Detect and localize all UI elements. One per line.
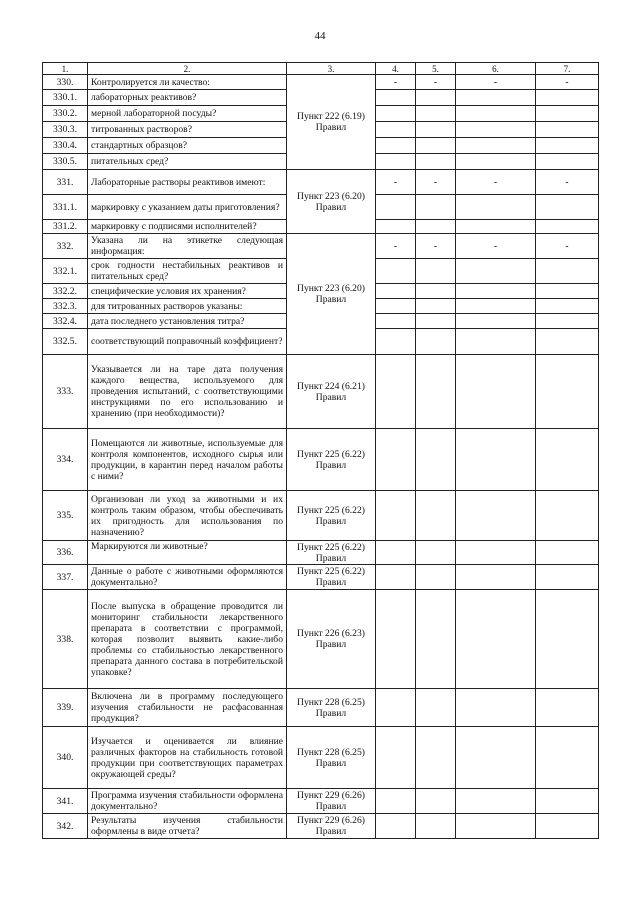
answer-cell[interactable] — [456, 727, 536, 789]
header-cell-3: 3. — [287, 63, 376, 75]
answer-cell[interactable] — [456, 689, 536, 727]
table-row — [43, 429, 599, 491]
answer-cell[interactable] — [536, 299, 599, 314]
table-row — [43, 814, 599, 839]
question-text: Программа изучения стабильности оформлена документально? — [88, 789, 287, 814]
answer-cell[interactable] — [456, 329, 536, 355]
question-text: Организован ли уход за животными и их контроль таким образом, чтобы обеспечивать их пригодность для использования по назначению? — [88, 491, 287, 541]
header-cell-6: 6. — [456, 63, 536, 75]
answer-cell[interactable] — [536, 90, 599, 106]
row-number: 330.4. — [43, 138, 88, 154]
answer-cell[interactable] — [416, 284, 456, 299]
answer-cell[interactable] — [376, 195, 416, 220]
answer-cell[interactable] — [456, 355, 536, 429]
question-text: стандартных образцов? — [88, 138, 287, 154]
question-text: Помещаются ли животные, используемые для контроля компонентов, исходного сырья или продукции, в карантин перед началом работы с ними? — [88, 429, 287, 491]
dash-mark: - — [456, 234, 536, 259]
answer-cell[interactable] — [416, 154, 456, 170]
row-number: 337. — [43, 565, 88, 590]
answer-cell[interactable] — [456, 138, 536, 154]
table-row — [43, 541, 599, 565]
answer-cell[interactable] — [376, 259, 416, 284]
table-row — [43, 565, 599, 590]
answer-cell[interactable] — [416, 138, 456, 154]
header-row — [43, 63, 599, 75]
question-text: Изучается и оценивается ли влияние различных факторов на стабильность готовой продукции при соответствующих параметрах окружающей среды? — [88, 727, 287, 789]
answer-cell[interactable] — [536, 106, 599, 122]
answer-cell[interactable] — [456, 590, 536, 689]
answer-cell[interactable] — [416, 90, 456, 106]
header-cell-4: 4. — [376, 63, 416, 75]
table-row — [43, 75, 599, 90]
answer-cell[interactable] — [376, 355, 416, 429]
question-text: маркировку с подписями исполнителей? — [88, 220, 287, 234]
rule-reference: Пункт 229 (6.26) Правил — [287, 789, 376, 814]
rule-reference: Пункт 226 (6.23) Правил — [287, 590, 376, 689]
row-number: 335. — [43, 491, 88, 541]
question-text: Результаты изучения стабильности оформлены в виде отчета? — [88, 814, 287, 839]
answer-cell[interactable] — [536, 138, 599, 154]
header-cell-1: 1. — [43, 63, 88, 75]
answer-cell[interactable] — [416, 299, 456, 314]
answer-cell[interactable] — [416, 590, 456, 689]
answer-cell[interactable] — [536, 814, 599, 839]
answer-cell[interactable] — [456, 541, 536, 565]
answer-cell[interactable] — [416, 122, 456, 138]
question-text: для титрованных растворов указаны: — [88, 299, 287, 314]
question-text: мерной лабораторной посуды? — [88, 106, 287, 122]
answer-cell[interactable] — [416, 195, 456, 220]
answer-cell[interactable] — [376, 541, 416, 565]
row-number: 338. — [43, 590, 88, 689]
page-number: 44 — [314, 30, 326, 42]
question-text: Данные о работе с животными оформляются документально? — [88, 565, 287, 590]
answer-cell[interactable] — [456, 220, 536, 234]
row-number: 330.2. — [43, 106, 88, 122]
answer-cell[interactable] — [376, 727, 416, 789]
answer-cell[interactable] — [456, 90, 536, 106]
answer-cell[interactable] — [416, 329, 456, 355]
table-row — [43, 590, 599, 689]
row-number: 330.5. — [43, 154, 88, 170]
answer-cell[interactable] — [536, 154, 599, 170]
answer-cell[interactable] — [416, 814, 456, 839]
answer-cell[interactable] — [376, 220, 416, 234]
answer-cell[interactable] — [416, 491, 456, 541]
answer-cell[interactable] — [536, 789, 599, 814]
answer-cell[interactable] — [416, 314, 456, 329]
dash-mark: - — [416, 75, 456, 90]
row-number: 332.4. — [43, 314, 88, 329]
rule-reference: Пункт 222 (6.19) Правил — [287, 75, 376, 170]
checklist-table — [42, 62, 599, 839]
dash-mark: - — [376, 234, 416, 259]
rule-reference: Пункт 225 (6.22) Правил — [287, 565, 376, 590]
answer-cell[interactable] — [536, 314, 599, 329]
question-text: титрованных растворов? — [88, 122, 287, 138]
answer-cell[interactable] — [456, 106, 536, 122]
answer-cell[interactable] — [456, 299, 536, 314]
answer-cell[interactable] — [376, 154, 416, 170]
answer-cell[interactable] — [536, 565, 599, 590]
answer-cell[interactable] — [536, 329, 599, 355]
answer-cell[interactable] — [416, 106, 456, 122]
answer-cell[interactable] — [376, 491, 416, 541]
question-text: После выпуска в обращение проводится ли мониторинг стабильности лекарственного препарата в соответствии с программой, которая позволит выявить какие-либо проблемы со стабильностью лекарственного препарата данного состава в потребительской упаковке? — [88, 590, 287, 689]
row-number: 332.1. — [43, 259, 88, 284]
question-text: Указана ли на этикетке следующая информация: — [88, 234, 287, 259]
row-number: 334. — [43, 429, 88, 491]
rule-reference: Пункт 223 (6.20) Правил — [287, 170, 376, 234]
answer-cell[interactable] — [416, 565, 456, 590]
answer-cell[interactable] — [416, 689, 456, 727]
question-text: дата последнего установления титра? — [88, 314, 287, 329]
answer-cell[interactable] — [536, 220, 599, 234]
row-number: 330. — [43, 75, 88, 90]
question-text: питательных сред? — [88, 154, 287, 170]
answer-cell[interactable] — [456, 259, 536, 284]
answer-cell[interactable] — [416, 541, 456, 565]
answer-cell[interactable] — [536, 541, 599, 565]
answer-cell[interactable] — [536, 195, 599, 220]
row-number: 339. — [43, 689, 88, 727]
table-row — [43, 491, 599, 541]
row-number: 332.3. — [43, 299, 88, 314]
answer-cell[interactable] — [456, 122, 536, 138]
answer-cell[interactable] — [376, 429, 416, 491]
question-text: Контролируется ли качество: — [88, 75, 287, 90]
header-cell-2: 2. — [88, 63, 287, 75]
answer-cell[interactable] — [376, 565, 416, 590]
row-number: 336. — [43, 541, 88, 565]
answer-cell[interactable] — [376, 314, 416, 329]
answer-cell[interactable] — [416, 429, 456, 491]
answer-cell[interactable] — [456, 154, 536, 170]
answer-cell[interactable] — [536, 259, 599, 284]
table-row — [43, 355, 599, 429]
question-text: срок годности нестабильных реактивов и питательных сред? — [88, 259, 287, 284]
answer-cell[interactable] — [376, 789, 416, 814]
rule-reference: Пункт 225 (6.22) Правил — [287, 491, 376, 541]
rule-reference: Пункт 223 (6.20) Правил — [287, 234, 376, 355]
dash-mark: - — [536, 75, 599, 90]
answer-cell[interactable] — [376, 138, 416, 154]
answer-cell[interactable] — [456, 491, 536, 541]
dash-mark: - — [456, 170, 536, 195]
question-text: Указывается ли на таре дата получения каждого вещества, используемого для проведения испытаний, с соответствующими инструкциями по его использованию и хранению (при необходимости)? — [88, 355, 287, 429]
answer-cell[interactable] — [536, 355, 599, 429]
rule-reference: Пункт 228 (6.25) Правил — [287, 727, 376, 789]
dash-mark: - — [536, 234, 599, 259]
header-cell-5: 5. — [416, 63, 456, 75]
row-number: 332. — [43, 234, 88, 259]
answer-cell[interactable] — [376, 90, 416, 106]
table-row — [43, 789, 599, 814]
answer-cell[interactable] — [376, 329, 416, 355]
answer-cell[interactable] — [376, 122, 416, 138]
answer-cell[interactable] — [456, 814, 536, 839]
question-text: Включена ли в программу последующего изучения стабильности не расфасованная продукция? — [88, 689, 287, 727]
row-number: 332.5. — [43, 329, 88, 355]
question-text: лабораторных реактивов? — [88, 90, 287, 106]
answer-cell[interactable] — [416, 727, 456, 789]
answer-cell[interactable] — [376, 284, 416, 299]
table-row — [43, 234, 599, 259]
row-number: 331.1. — [43, 195, 88, 220]
rule-reference: Пункт 225 (6.22) Правил — [287, 541, 376, 565]
dash-mark: - — [376, 75, 416, 90]
question-text: соответствующий поправочный коэффициент? — [88, 329, 287, 355]
answer-cell[interactable] — [376, 689, 416, 727]
row-number: 333. — [43, 355, 88, 429]
row-number: 342. — [43, 814, 88, 839]
question-text: Лабораторные растворы реактивов имеют: — [88, 170, 287, 195]
question-text: Маркируются ли животные? — [88, 541, 287, 565]
row-number: 330.3. — [43, 122, 88, 138]
answer-cell[interactable] — [376, 299, 416, 314]
dash-mark: - — [416, 234, 456, 259]
answer-cell[interactable] — [456, 789, 536, 814]
row-number: 331. — [43, 170, 88, 195]
table-row — [43, 170, 599, 195]
answer-cell[interactable] — [416, 259, 456, 284]
answer-cell[interactable] — [376, 814, 416, 839]
dash-mark: - — [456, 75, 536, 90]
answer-cell[interactable] — [456, 565, 536, 590]
answer-cell[interactable] — [536, 689, 599, 727]
dash-mark: - — [536, 170, 599, 195]
answer-cell[interactable] — [456, 284, 536, 299]
table-row — [43, 727, 599, 789]
answer-cell[interactable] — [536, 284, 599, 299]
answer-cell[interactable] — [536, 590, 599, 689]
answer-cell[interactable] — [416, 789, 456, 814]
row-number: 341. — [43, 789, 88, 814]
answer-cell[interactable] — [456, 314, 536, 329]
question-text: маркировку с указанием даты приготовления? — [88, 195, 287, 220]
row-number: 340. — [43, 727, 88, 789]
table-row — [43, 689, 599, 727]
answer-cell[interactable] — [536, 491, 599, 541]
header-cell-7: 7. — [536, 63, 599, 75]
rule-reference: Пункт 224 (6.21) Правил — [287, 355, 376, 429]
answer-cell[interactable] — [416, 355, 456, 429]
rule-reference: Пункт 229 (6.26) Правил — [287, 814, 376, 839]
question-text: специфические условия их хранения? — [88, 284, 287, 299]
dash-mark: - — [376, 170, 416, 195]
rule-reference: Пункт 225 (6.22) Правил — [287, 429, 376, 491]
row-number: 330.1. — [43, 90, 88, 106]
answer-cell[interactable] — [456, 195, 536, 220]
answer-cell[interactable] — [536, 429, 599, 491]
answer-cell[interactable] — [416, 220, 456, 234]
answer-cell[interactable] — [536, 727, 599, 789]
answer-cell[interactable] — [456, 429, 536, 491]
answer-cell[interactable] — [376, 590, 416, 689]
row-number: 332.2. — [43, 284, 88, 299]
answer-cell[interactable] — [536, 122, 599, 138]
answer-cell[interactable] — [376, 106, 416, 122]
dash-mark: - — [416, 170, 456, 195]
row-number: 331.2. — [43, 220, 88, 234]
rule-reference: Пункт 228 (6.25) Правил — [287, 689, 376, 727]
